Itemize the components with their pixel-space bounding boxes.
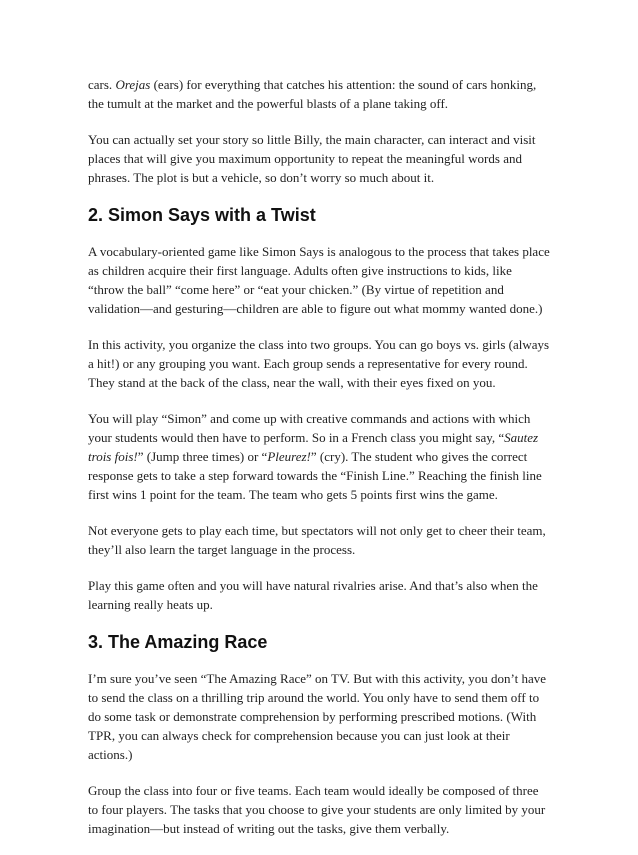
paragraph-simon-intro: A vocabulary-oriented game like Simon Says is analogous to the process that takes place as children acquire their first language. Adults often give instructions to kids, like “throw the ball” “come here” or “eat your chicken.” (By virtue of repetition and validation—and gesturing—children are able to figure out what mommy wanted done.): [88, 244, 550, 316]
heading-simon-says: 2. Simon Says with a Twist: [88, 205, 316, 225]
paragraph-race-intro: I’m sure you’ve seen “The Amazing Race” on TV. But with this activity, you don’t have to send the class on a thrilling trip around the world. You only have to send them off to do some task or demonstrate comprehension by performing prescribed motions. (With TPR, you can always check for comprehension because you can just look at their actions.): [88, 671, 547, 762]
paragraph-story-setting: You can actually set your story so little Billy, the main character, can interact and visit places that will give you maximum opportunity to repeat the meaningful words and phrases. The plot is but a vehicle, so don’t worry so much about it.: [88, 132, 536, 185]
paragraph-rivalries: Play this game often and you will have natural rivalries arise. And that’s also when the learning really heats up.: [88, 578, 538, 612]
italic-orejas: Orejas: [115, 77, 151, 92]
paragraph-orejas: cars. Orejas (ears) for everything that catches his attention: the sound of cars honking, the tumult at the market and the powerful blasts of a plane taking off.: [88, 77, 537, 111]
heading-amazing-race: 3. The Amazing Race: [88, 632, 268, 652]
italic-pleurez: Pleurez!: [267, 449, 311, 464]
italic-sautez: Sautez trois fois!: [88, 430, 539, 464]
paragraph-spectators: Not everyone gets to play each time, but spectators will not only get to cheer their team, they’ll also learn the target language in the process.: [88, 523, 546, 557]
document-body: [88, 75, 550, 855]
paragraph-race-teams: Group the class into four or five teams. Each team would ideally be composed of three to four players. The tasks that you choose to give your students are only limited by your imagination—but instead of writing out the tasks, give them verbally.: [88, 783, 546, 836]
paragraph-simon-groups: In this activity, you organize the class into two groups. You can go boys vs. girls (always a hit!) or any grouping you want. Each group sends a representative for every round. They stand at the back of the class, near the wall, with their eyes fixed on you.: [88, 337, 550, 390]
paragraph-simon-commands: You will play “Simon” and come up with creative commands and actions with which your students would then have to perform. So in a French class you might say, “Sautez trois fois!” (Jump three times) or “Pleurez!” (cry). The student who gives the correct response gets to take a step forward towards the “Finish Line.” Reaching the finish line first wins 1 point for the team. The team who gets 5 points first wins the game.: [88, 411, 542, 502]
